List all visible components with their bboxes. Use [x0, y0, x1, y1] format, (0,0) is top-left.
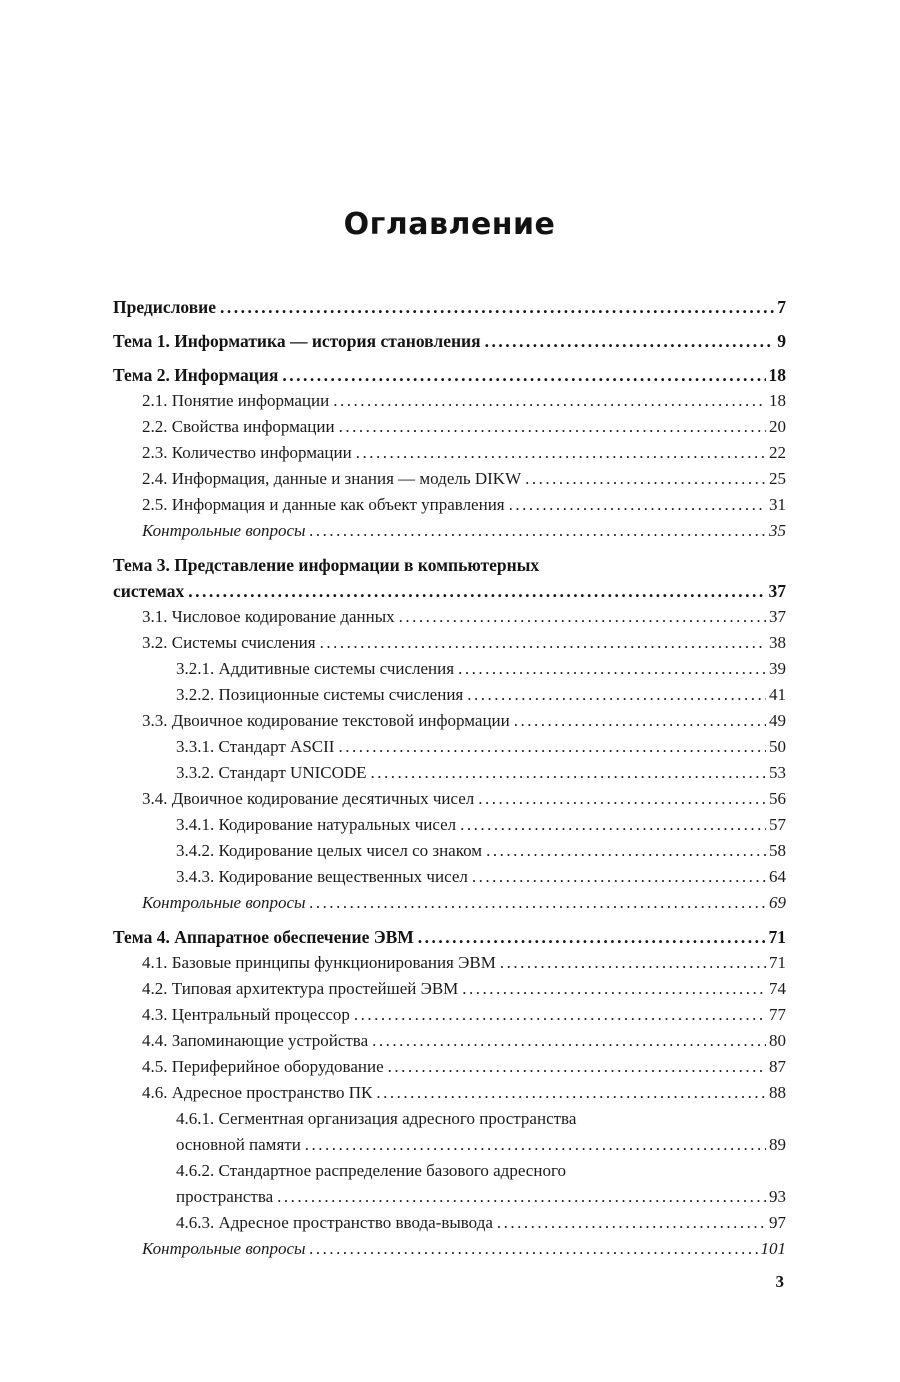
- toc-entry-page: 22: [769, 443, 786, 462]
- toc-entry-label: 3.3.2. Стандарт UNICODE: [176, 763, 367, 782]
- toc-entry: [113, 708, 786, 734]
- toc-entry-page: 7: [777, 297, 786, 317]
- dot-leader: [500, 950, 766, 976]
- toc-entry-label: Контрольные вопросы: [142, 893, 306, 912]
- toc-entry-label: Контрольные вопросы: [142, 1239, 306, 1258]
- toc-entry: [113, 1028, 786, 1054]
- toc-entry-label: 2.5. Информация и данные как объект управления: [142, 495, 505, 514]
- toc-entry-page: 88: [769, 1083, 786, 1102]
- toc-entry-page: 18: [769, 391, 786, 410]
- dot-leader: [372, 1028, 766, 1054]
- toc-entry-label: 2.1. Понятие информации: [142, 391, 330, 410]
- dot-leader: [220, 294, 774, 320]
- toc-entry-label: Контрольные вопросы: [142, 521, 306, 540]
- dot-leader: [376, 1080, 766, 1106]
- toc-entry-page: 50: [769, 737, 786, 756]
- toc-entry-label: системах: [113, 581, 185, 601]
- dot-leader: [354, 1002, 766, 1028]
- toc-entry-page: 101: [760, 1239, 786, 1258]
- toc-entry-label: 3.4.1. Кодирование натуральных чисел: [176, 815, 457, 834]
- toc-entry-page: 71: [768, 927, 786, 947]
- dot-leader: [472, 864, 766, 890]
- toc-entry: [113, 890, 786, 916]
- toc-entry-page: 87: [769, 1057, 786, 1076]
- dot-leader: [514, 708, 766, 734]
- toc-entry-page: 25: [769, 469, 786, 488]
- dot-leader: [305, 1132, 766, 1158]
- toc-entry-label: 3.1. Числовое кодирование данных: [142, 607, 395, 626]
- toc-entry-label: Тема 4. Аппаратное обеспечение ЭВМ: [113, 927, 414, 947]
- toc-entry-label: основной памяти: [176, 1135, 301, 1154]
- toc-entry-label: 4.3. Центральный процессор: [142, 1005, 350, 1024]
- toc-entry: [113, 1002, 786, 1028]
- dot-leader: [458, 656, 766, 682]
- toc-entry-page: 80: [769, 1031, 786, 1050]
- footer-page-number: 3: [775, 1272, 784, 1291]
- toc-entry-label: 4.6. Адресное пространство ПК: [142, 1083, 373, 1102]
- toc-entry: [113, 1106, 786, 1158]
- dot-leader: [399, 604, 766, 630]
- toc-entry-label: 2.3. Количество информации: [142, 443, 352, 462]
- dot-leader: [356, 440, 766, 466]
- toc-entry: [113, 492, 786, 518]
- dot-leader: [509, 492, 766, 518]
- toc-entry-label: Тема 2. Информация: [113, 365, 279, 385]
- toc-entry-page: 37: [769, 607, 786, 626]
- toc-entry-page: 74: [769, 979, 786, 998]
- toc-entry: [113, 630, 786, 656]
- toc-entry-page: 41: [769, 685, 786, 704]
- toc-entry-page: 31: [769, 495, 786, 514]
- toc-entry-page: 9: [777, 331, 786, 351]
- toc-entry: [113, 656, 786, 682]
- toc-entry: [113, 294, 786, 320]
- toc-entry-page: 39: [769, 659, 786, 678]
- toc-entry-page: 93: [769, 1187, 786, 1206]
- toc-entry: [113, 760, 786, 786]
- dot-leader: [277, 1184, 766, 1210]
- toc-entry: [113, 604, 786, 630]
- toc-entry: [113, 1210, 786, 1236]
- toc-entry: [113, 682, 786, 708]
- dot-leader: [333, 388, 766, 414]
- toc-entry: [113, 838, 786, 864]
- toc-entry: [113, 518, 786, 544]
- toc-entry-label: 3.3.1. Стандарт ASCII: [176, 737, 335, 756]
- dot-leader: [467, 682, 766, 708]
- dot-leader: [339, 414, 766, 440]
- toc-entry-page: 20: [769, 417, 786, 436]
- dot-leader: [388, 1054, 766, 1080]
- dot-leader: [462, 976, 766, 1002]
- dot-leader: [478, 786, 766, 812]
- dot-leader: [418, 924, 766, 950]
- toc-entry-label: 3.2. Системы счисления: [142, 633, 316, 652]
- toc-entry: [113, 1054, 786, 1080]
- toc-entry-page: 35: [769, 521, 786, 540]
- toc-entry-label: 3.4.3. Кодирование вещественных чисел: [176, 867, 468, 886]
- toc-entry-label: 2.2. Свойства информации: [142, 417, 335, 436]
- toc-entry: [113, 786, 786, 812]
- page-title: Оглавление: [343, 207, 556, 242]
- toc-entry-label: пространства: [176, 1187, 274, 1206]
- toc-entry-page: 77: [769, 1005, 786, 1024]
- toc-entry: [113, 1080, 786, 1106]
- toc-entry-wrap-line: Тема 3. Представление информации в компьютерных: [113, 555, 540, 575]
- toc-entry-page: 57: [769, 815, 786, 834]
- toc-entry: [113, 414, 786, 440]
- toc-entry-wrap-line: 4.6.2. Стандартное распределение базового адресного: [176, 1161, 566, 1180]
- toc-entry-page: 89: [769, 1135, 786, 1154]
- toc-entry-label: 3.4.2. Кодирование целых чисел со знаком: [176, 841, 483, 860]
- toc-entry: [113, 924, 786, 950]
- dot-leader: [338, 734, 766, 760]
- toc-entry: [113, 976, 786, 1002]
- toc-entry: [113, 950, 786, 976]
- toc-entry-page: 69: [769, 893, 786, 912]
- toc-entry-page: 56: [769, 789, 786, 808]
- toc-entry-page: 38: [769, 633, 786, 652]
- toc-entry-page: 71: [769, 953, 786, 972]
- toc-entry-label: 4.4. Запоминающие устройства: [142, 1031, 369, 1050]
- toc-entry-label: 3.4. Двоичное кодирование десятичных чисел: [142, 789, 475, 808]
- toc-entry: [113, 734, 786, 760]
- toc-entry: [113, 812, 786, 838]
- toc-entry-page: 58: [769, 841, 786, 860]
- toc-entry-label: 3.2.1. Аддитивные системы счисления: [176, 659, 455, 678]
- dot-leader: [310, 518, 766, 544]
- toc-entry-label: 4.1. Базовые принципы функционирования ЭВМ: [142, 953, 496, 972]
- toc-entry-page: 49: [769, 711, 786, 730]
- dot-leader: [485, 328, 775, 354]
- toc-entry-label: Предисловие: [113, 297, 217, 317]
- toc-entry-label: 4.2. Типовая архитектура простейшей ЭВМ: [142, 979, 459, 998]
- dot-leader: [320, 630, 766, 656]
- dot-leader: [310, 1236, 758, 1262]
- toc-list: [113, 294, 786, 1262]
- toc-entry: [113, 552, 786, 604]
- toc-entry-label: 4.5. Периферийное оборудование: [142, 1057, 384, 1076]
- dot-leader: [460, 812, 766, 838]
- toc-entry: [113, 1158, 786, 1210]
- dot-leader: [486, 838, 766, 864]
- dot-leader: [371, 760, 766, 786]
- toc-entry: [113, 466, 786, 492]
- toc-entry: [113, 362, 786, 388]
- toc-entry-page: 37: [768, 581, 786, 601]
- toc-entry: [113, 388, 786, 414]
- toc-entry: [113, 1236, 786, 1262]
- toc-entry-label: 2.4. Информация, данные и знания — модель DIKW: [142, 469, 522, 488]
- toc-entry-wrap-line: 4.6.1. Сегментная организация адресного пространства: [176, 1109, 577, 1128]
- toc-entry-label: 4.6.3. Адресное пространство ввода-вывода: [176, 1213, 493, 1232]
- toc-entry-label: 3.2.2. Позиционные системы счисления: [176, 685, 464, 704]
- toc-entry-page: 97: [769, 1213, 786, 1232]
- dot-leader: [525, 466, 766, 492]
- toc-entry-page: 18: [768, 365, 786, 385]
- toc-entry-label: 3.3. Двоичное кодирование текстовой информации: [142, 711, 510, 730]
- toc-entry-page: 64: [769, 867, 786, 886]
- dot-leader: [310, 890, 766, 916]
- dot-leader: [497, 1210, 766, 1236]
- dot-leader: [282, 362, 765, 388]
- dot-leader: [188, 578, 765, 604]
- toc-entry: [113, 328, 786, 354]
- toc-entry: [113, 440, 786, 466]
- toc-entry: [113, 864, 786, 890]
- toc-entry-label: Тема 1. Информатика — история становления: [113, 331, 481, 351]
- toc-entry-page: 53: [769, 763, 786, 782]
